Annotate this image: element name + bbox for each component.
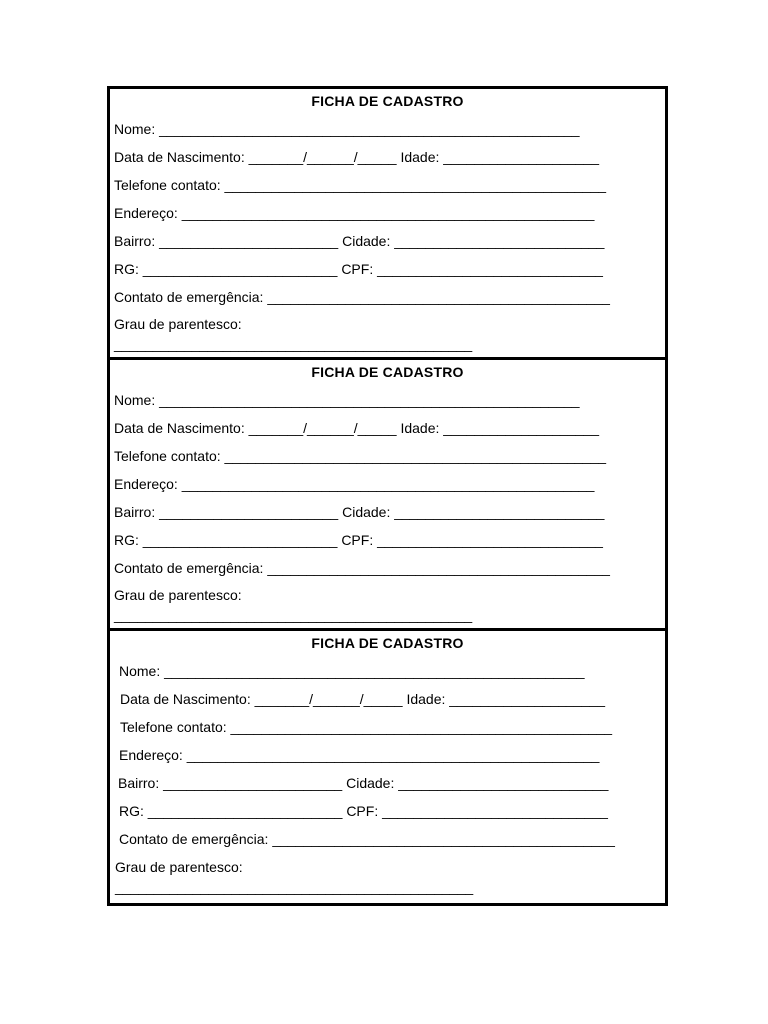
- nascimento-idade-field: Data de Nascimento: _______/______/_____ Idade: ____________________: [114, 420, 599, 436]
- nome-field: Nome: ______________________________________________________: [114, 392, 580, 408]
- rg-cpf-field: RG: _________________________ CPF: _____________________________: [114, 532, 603, 548]
- nome-field: Nome: ______________________________________________________: [119, 663, 585, 679]
- parentesco-label: Grau de parentesco:: [114, 316, 242, 332]
- bairro-cidade-field: Bairro: _______________________ Cidade: ___________________________: [118, 775, 609, 791]
- bairro-cidade-field: Bairro: _______________________ Cidade: ___________________________: [114, 233, 605, 249]
- registration-forms-sheet: [107, 86, 668, 906]
- parentesco-label: Grau de parentesco:: [114, 587, 242, 603]
- nascimento-idade-field: Data de Nascimento: _______/______/_____ Idade: ____________________: [120, 691, 605, 707]
- form-title: FICHA DE CADASTRO: [311, 635, 464, 651]
- bairro-cidade-field: Bairro: _______________________ Cidade: ___________________________: [114, 504, 605, 520]
- nome-field: Nome: ______________________________________________________: [114, 121, 580, 137]
- rg-cpf-field: RG: _________________________ CPF: _____________________________: [119, 803, 608, 819]
- telefone-field: Telefone contato: _________________________________________________: [120, 719, 613, 735]
- parentesco-line: ______________________________________________: [114, 607, 473, 623]
- parentesco-line: ______________________________________________: [115, 879, 474, 895]
- endereco-field: Endereço: _____________________________________________________: [114, 205, 595, 221]
- form-title: FICHA DE CADASTRO: [311, 93, 464, 109]
- parentesco-line: ______________________________________________: [114, 336, 473, 352]
- parentesco-label: Grau de parentesco:: [115, 859, 243, 875]
- telefone-field: Telefone contato: _________________________________________________: [114, 448, 607, 464]
- registration-form-3: [110, 631, 665, 903]
- endereco-field: Endereço: _____________________________________________________: [114, 476, 595, 492]
- rg-cpf-field: RG: _________________________ CPF: _____________________________: [114, 261, 603, 277]
- form-title: FICHA DE CADASTRO: [311, 364, 464, 380]
- emergencia-field: Contato de emergência: ____________________________________________: [114, 289, 610, 305]
- telefone-field: Telefone contato: _________________________________________________: [114, 177, 607, 193]
- emergencia-field: Contato de emergência: ____________________________________________: [114, 560, 610, 576]
- registration-form-1: [110, 89, 665, 360]
- nascimento-idade-field: Data de Nascimento: _______/______/_____ Idade: ____________________: [114, 149, 599, 165]
- registration-form-2: [110, 360, 665, 631]
- endereco-field: Endereço: _____________________________________________________: [119, 747, 600, 763]
- emergencia-field: Contato de emergência: ____________________________________________: [119, 831, 615, 847]
